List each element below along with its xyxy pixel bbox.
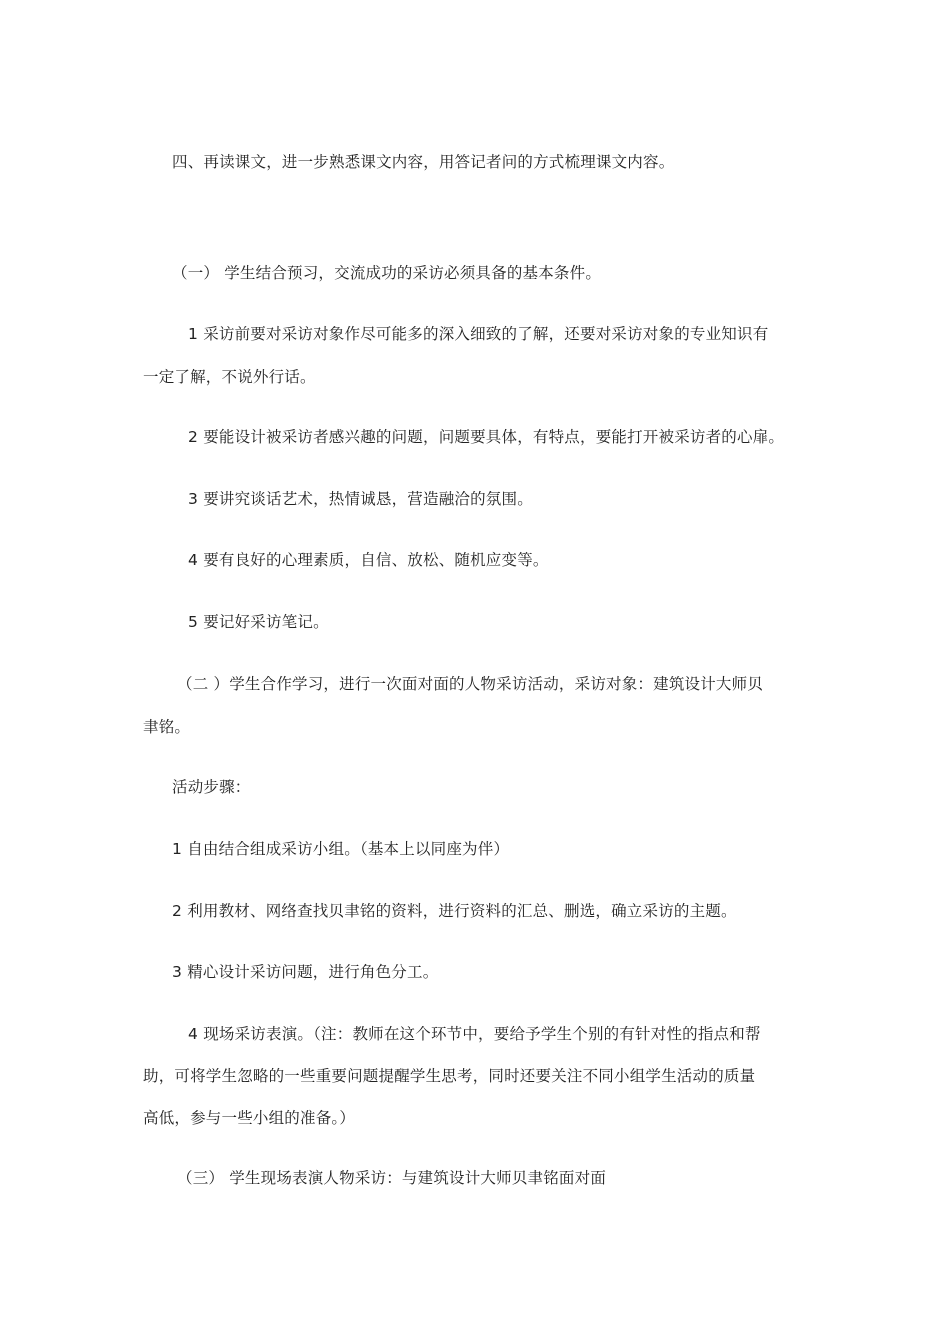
condition-2: 2 要能设计被采访者感兴趣的问题，问题要具体，有特点，要能打开被采访者的心扉。 (188, 428, 785, 446)
condition-5: 5 要记好采访笔记。 (188, 613, 329, 631)
condition-1-line-2: 一定了解，不说外行话。 (143, 368, 316, 386)
section-1-title: （一） 学生结合预习，交流成功的采访必须具备的基本条件。 (172, 264, 602, 282)
section-3-title: （三） 学生现场表演人物采访：与建筑设计大师贝聿铭面对面 (177, 1169, 607, 1187)
condition-4: 4 要有良好的心理素质，自信、放松、随机应变等。 (188, 551, 549, 569)
activity-step-1: 1 自由结合组成采访小组。（基本上以同座为伴） (172, 840, 510, 858)
condition-1-line-1: 1 采访前要对采访对象作尽可能多的深入细致的了解，还要对采访对象的专业知识有 (188, 325, 769, 343)
activity-step-3: 3 精心设计采访问题，进行角色分工。 (172, 963, 439, 981)
activity-step-4-line-1: 4 现场采访表演。（注：教师在这个环节中，要给予学生个别的有针对性的指点和帮 (188, 1025, 761, 1043)
section-heading: 四、再读课文，进一步熟悉课文内容，用答记者问的方式梳理课文内容。 (172, 153, 675, 171)
activity-steps-label: 活动步骤： (172, 778, 251, 796)
activity-step-4-line-3: 高低，参与一些小组的准备。） (143, 1109, 356, 1127)
activity-step-2: 2 利用教材、网络查找贝聿铭的资料，进行资料的汇总、删选，确立采访的主题。 (172, 902, 737, 920)
section-2-title-line-2: 聿铭。 (143, 718, 191, 736)
condition-3: 3 要讲究谈话艺术，热情诚恳，营造融洽的氛围。 (188, 490, 533, 508)
activity-step-4-line-2: 助，可将学生忽略的一些重要问题提醒学生思考，同时还要关注不同小组学生活动的质量 (143, 1067, 756, 1085)
section-2-title-line-1: （二 ）学生合作学习，进行一次面对面的人物采访活动，采访对象：建筑设计大师贝 (177, 675, 764, 693)
